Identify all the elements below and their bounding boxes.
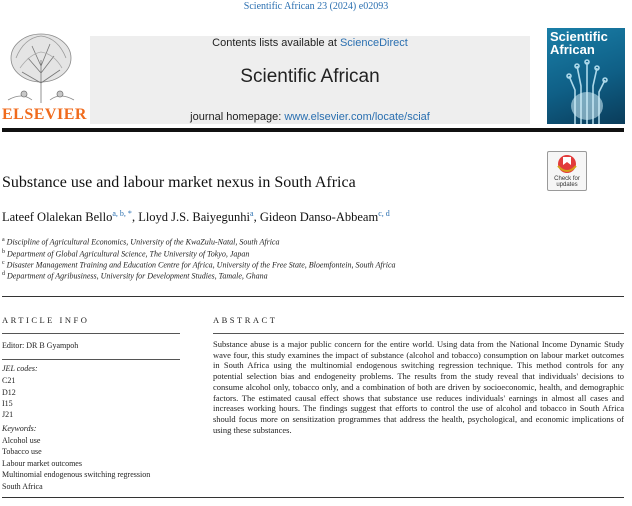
author-affiliation-marker[interactable]: c, d (378, 209, 390, 218)
crossmark-icon (548, 152, 586, 176)
homepage-prefix: journal homepage: (190, 111, 285, 123)
jel-codes-heading: JEL codes: (2, 364, 38, 373)
article-info-heading: ARTICLE INFO (2, 315, 90, 325)
elsevier-tree-icon (2, 28, 80, 106)
check-for-updates-badge[interactable] (547, 151, 587, 191)
crossmark-line-2: updates (556, 182, 578, 188)
affiliation-text: Department of Agribusiness, University for Development Studies, Tamale, Ghana (7, 271, 268, 281)
front-matter-divider (2, 296, 624, 297)
jel-code: J21 (2, 410, 14, 419)
publisher-wordmark: ELSEVIER (2, 106, 87, 123)
affiliation-text: Disaster Management Training and Education Centre for Africa, University of the Free State, Bloemfontein, South Africa (6, 260, 396, 270)
author-name[interactable]: Lloyd J.S. Baiyegunhi (138, 210, 250, 225)
affiliation-key: b (2, 249, 5, 255)
keyword: South Africa (2, 482, 43, 491)
cover-title-line-2: African (550, 42, 595, 57)
editor-line: Editor: DR B Gyampoh (2, 341, 79, 350)
journal-homepage-link[interactable]: www.elsevier.com/locate/sciaf (284, 111, 430, 123)
abstract-text: Substance abuse is a major public concern for the entire world. Using data from the National Income Dynamic Study wave four, this study examines the impact of substance (alcohol and tobacco) consumption on labour market outcomes in South Africa using the multinomial endogenous switching regression technique. This method controls for any potential selection bias and endogeneity problems. The results from the study reveal that individuals' decisions to consume alcohol only, tobacco only, and a combination of both are driven by socioeconomic, health, and demographic factors. The estimated causal effect shows that substance use reduces individuals' earnings in almost all cases and increases working hours. The findings suggest that efforts to control the use of alcohol and tobacco in South Africa should focus more on sensitization programmes that address the health, psychological, and economic implications of using these substances. (213, 339, 624, 435)
contents-prefix: Contents lists available at (212, 37, 340, 49)
article-info-rule (2, 333, 180, 334)
journal-homepage-line (90, 111, 530, 123)
author-affiliation-marker[interactable]: a (250, 209, 254, 218)
affiliation (2, 260, 396, 270)
sciencedirect-link[interactable]: ScienceDirect (339, 37, 408, 49)
abstract-rule (213, 333, 624, 334)
author-name[interactable]: Lateef Olalekan Bello (2, 210, 113, 225)
affiliation-key: a (2, 237, 5, 243)
editor-rule (2, 359, 180, 360)
abstract-heading: ABSTRACT (213, 315, 278, 325)
journal-cover[interactable] (547, 28, 625, 124)
article-title: Substance use and labour market nexus in South Africa (2, 174, 356, 191)
author-list: Lateef Olalekan Bello$^{a, b, *}$, Lloyd J.S. Baiyegunhi$^a$, Gideon Danso-Abbeam$^{c, d}$ (2, 209, 390, 225)
author-affiliation-marker[interactable]: a, b, * (112, 209, 132, 218)
header-divider (2, 128, 624, 132)
affiliation-text: Discipline of Agricultural Economics, University of the KwaZulu-Natal, South Africa (6, 237, 280, 247)
affiliation (2, 271, 268, 281)
jel-code: I15 (2, 399, 13, 408)
jel-code: C21 (2, 376, 16, 385)
keyword: Labour market outcomes (2, 459, 82, 468)
cover-title-line-1: Scientific (550, 29, 608, 44)
contents-line (90, 37, 530, 49)
keyword: Alcohol use (2, 436, 41, 445)
crossmark-label (548, 176, 586, 188)
affiliation (2, 237, 279, 247)
keyword: Multinomial endogenous switching regression (2, 470, 151, 479)
crossmark-line-1: Check for (554, 176, 580, 182)
affiliation (2, 249, 249, 259)
affiliation-key: c (2, 260, 5, 266)
affiliation-text: Department of Global Agricultural Science, The University of Tokyo, Japan (7, 249, 250, 259)
keyword: Tobacco use (2, 447, 42, 456)
jel-code: D12 (2, 388, 16, 397)
footer-divider (2, 497, 624, 498)
affiliation-key: d (2, 271, 5, 277)
author-name[interactable]: Gideon Danso-Abbeam (259, 210, 379, 225)
hand-circuit-icon (547, 28, 625, 124)
journal-title: Scientific African (240, 66, 380, 87)
keywords-heading: Keywords: (2, 424, 37, 433)
journal-citation[interactable]: Scientific African 23 (2024) e02093 (243, 1, 389, 12)
